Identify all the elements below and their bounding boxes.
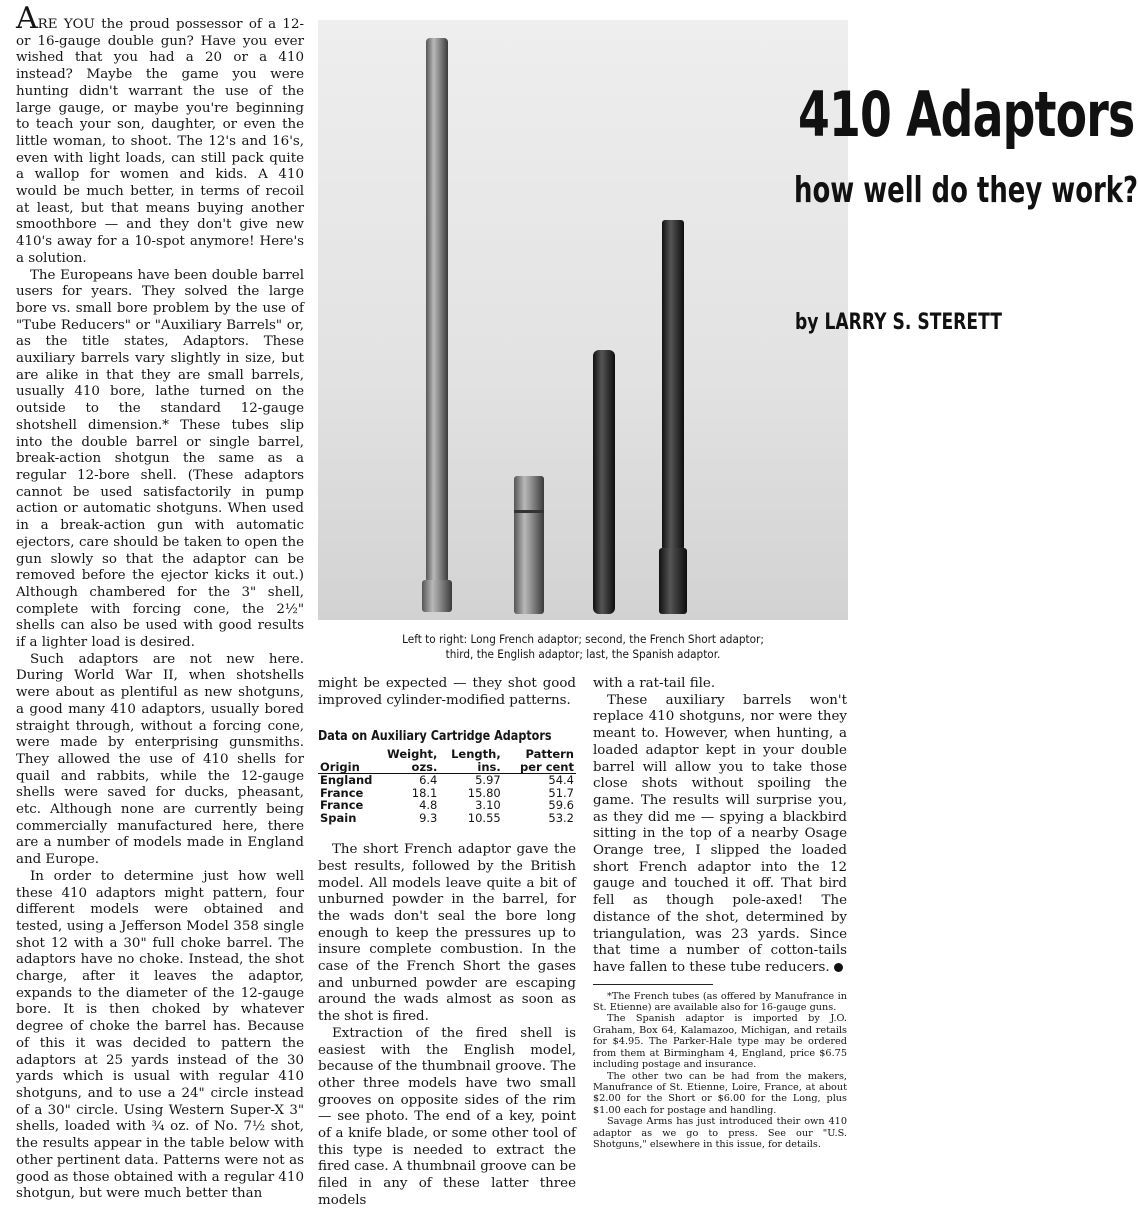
closing-paragraph — [593, 693, 847, 977]
footnote: *The French tubes (as offered by Manufrance in St. Etienne) are available also for 16-gauge guns. — [593, 990, 847, 1014]
table-row — [318, 774, 576, 787]
cell-weight: 6.4 — [419, 773, 438, 788]
body-paragraph: might be expected — they shot good improved cylinder-modified patterns. — [318, 676, 576, 708]
intro-text: RE YOU the proud possessor of a 12- or 16-gauge double gun? Have you ever wished that you had a 20 or a 410 instead? Maybe the game you were hunting didn't warrant the use of the large gauge, or maybe you're beginning to teach your son, daughter, or even the little woman, to shoot. The 12's and 16's, even with light loads, can still pack quite a wallop for women and kids. A 410 would be much better, in terms of recoil at least, but that means buying another smoothbore — and they don't give new 410's away for a 10-spot anymore! Here's a solution. — [16, 17, 304, 266]
col-header-length: Length, ins. — [439, 748, 502, 774]
body-paragraph: The Europeans have been double barrel users for years. They solved the large bore vs. small bore problem by the use of "Tube Reducers" or "Auxiliary Barrels" or, as the title states, Adaptors. These auxiliary barrels vary slightly in size, but are alike in that they are small barrels, usually 410 bore, lathe turned on the outside to the standard 12-gauge shotshell dimension.* These tubes slip into the double barrel or single barrel, break-action shotgun the same as a regular 12-bore shell. (These adaptors cannot be used satisfactorily in pump action or automatic shotguns. When used in a break-action gun with automatic ejectors, care should be taken to open the gun slowly so that the adaptor can be removed before the ejector kicks it out.) Although chambered for the 3" shell, complete with forcing cone, the 2½" shells can also be used with good results if a lighter load is desired. — [16, 267, 304, 651]
photo-caption — [339, 632, 827, 662]
drop-cap: A — [16, 1, 38, 36]
cell-length: 15.80 — [467, 785, 501, 800]
body-paragraph: Extraction of the fired shell is easiest with the English model, because of the thumbnail groove. The other three models have two small grooves on opposite sides of the rim — see photo. The end of a key, point of a knife blade, or some other tool of this type is needed to extract the fired case. A thumbnail groove can be filed in any of these latter three models — [318, 1025, 576, 1208]
cell-origin: England — [320, 773, 373, 788]
footnote-divider — [593, 984, 713, 985]
cell-pattern: 54.4 — [548, 773, 574, 788]
column-3 — [593, 676, 847, 1150]
cell-weight: 18.1 — [411, 785, 438, 800]
cell-pattern: 59.6 — [548, 798, 574, 813]
cell-pattern: 51.7 — [548, 785, 574, 800]
cell-length: 5.97 — [475, 773, 501, 788]
intro-paragraph — [16, 1, 304, 268]
column-2 — [318, 676, 576, 1210]
body-paragraph: with a rat-tail file. — [593, 676, 716, 691]
headline: 410 Adaptors — [798, 78, 1135, 151]
caption-line: third, the English adaptor; last, the Spanish adaptor. — [445, 647, 721, 661]
cell-length: 3.10 — [475, 798, 501, 813]
col-header-pattern: Pattern per cent — [503, 748, 576, 774]
cell-origin: Spain — [320, 810, 357, 825]
end-of-article-icon — [834, 963, 843, 972]
col-header-origin: Origin — [318, 748, 374, 774]
cell-weight: 9.3 — [419, 810, 438, 825]
footnote: The other two can be had from the makers, Manufrance of St. Etienne, Loire, France, at about $2.00 for the Short or $6.00 for the Long, plus $1.00 each for postage and handling. — [593, 1070, 847, 1116]
byline: by LARRY S. STERETT — [795, 310, 1002, 335]
table-title: Data on Auxiliary Cartridge Adaptors — [318, 729, 552, 745]
body-paragraph: In order to determine just how well these 410 adaptors might pattern, four different models were obtained and tested, using a Jefferson Model 358 single shot 12 with a 30" full choke barrel. The adaptors have no choke. Instead, the shot charge, after it leaves the adaptor, expands to the diameter of the 12-gauge bore. It is then choked by whatever degree of choke the barrel has. Because of this it was decided to pattern the adaptors at 25 yards instead of the 30 yards which is usual with regular 410 shotguns, and to use a 24" circle instead of a 30" circle. Using Western Super-X 3" shells, loaded with ¾ oz. of No. 7½ shot, the results appear in the table below with other pertinent data. Patterns were not as good as those obtained with a regular 410 shotgun, but were much better than — [16, 868, 304, 1202]
table-row — [318, 799, 576, 812]
cell-origin: France — [320, 798, 364, 813]
cell-origin: France — [320, 785, 364, 800]
col-header-weight: Weight, ozs. — [374, 748, 439, 774]
adaptor-table — [318, 748, 576, 824]
closing-text: These auxiliary barrels won't replace 410 shotguns, nor were they meant to. However, when hunting, a loaded adaptor kept in your double barrel will allow you to take those close shots without spoiling the game. The results will surprise you, as they did me — spying a blackbird sitting in the top of a nearby Osage Orange tree, I slipped the loaded short French adaptor into the 12 gauge and touched it off. That bird fell as though pole-axed! The distance of the shot, determined by triangulation, was 23 yards. Since that time a number of cotton-tails have fallen to these tube reducers. — [593, 692, 847, 975]
body-paragraph: The short French adaptor gave the best results, followed by the British model. All models leave quite a bit of unburned powder in the barrel, for the wads don't seal the bore long enough to keep the pressures up to insure complete combustion. In the case of the French Short the gases and unburned powder are escaping around the wads almost as soon as the shot is fired. — [318, 842, 576, 1025]
adaptors-illustration — [318, 20, 848, 620]
adaptors-photo — [318, 20, 1138, 620]
cell-length: 10.55 — [467, 810, 501, 825]
footnote: Savage Arms has just introduced their own 410 adaptor as we go to press. See our "U.S. Shotguns," elsewhere in this issue, for details. — [593, 1116, 847, 1150]
table-header-row — [318, 748, 576, 774]
table-row — [318, 812, 576, 825]
cell-pattern: 53.2 — [548, 810, 574, 825]
body-paragraph: Such adaptors are not new here. During World War II, when shotshells were about as plentiful as new shotguns, a good many 410 adaptors, usually bored straight through, without a forcing cone, were made by enterprising gunsmiths. They allowed the use of 410 shells for quail and rabbits, while the 12-gauge shells were saved for ducks, pheasant, etc. Although none are currently being commercially manufactured here, there are a number of models made in England and Europe. — [16, 651, 304, 868]
column-1 — [16, 1, 304, 1203]
footnote: The Spanish adaptor is imported by J.O. Graham, Box 64, Kalamazoo, Michigan, and retails for $4.95. The Parker-Hale type may be ordered from them at Birmingham 4, England, price $6.75 including postage and insurance. — [593, 1013, 847, 1071]
caption-line: Left to right: Long French adaptor; second, the French Short adaptor; — [402, 632, 764, 646]
subheadline: how well do they work? — [794, 170, 1138, 211]
data-table — [318, 729, 576, 824]
cell-weight: 4.8 — [419, 798, 438, 813]
